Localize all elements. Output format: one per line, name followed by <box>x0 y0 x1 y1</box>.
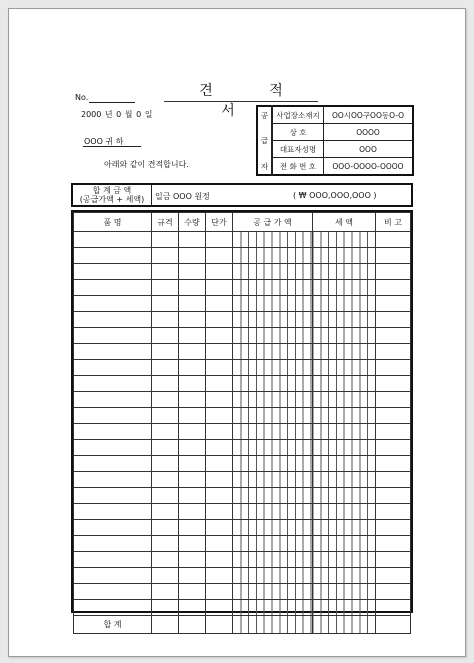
remarks-cell[interactable] <box>376 584 411 600</box>
item-name-cell[interactable] <box>74 360 152 376</box>
spec-cell[interactable] <box>152 584 179 600</box>
spec-cell[interactable] <box>152 472 179 488</box>
document-number-line <box>89 102 135 103</box>
tax-cell[interactable] <box>313 424 376 440</box>
table-row <box>74 264 411 280</box>
spec-cell[interactable] <box>152 408 179 424</box>
footer-cell <box>152 616 179 634</box>
quantity-cell[interactable] <box>179 296 206 312</box>
tax-cell[interactable] <box>313 504 376 520</box>
supply-amount-cell[interactable] <box>233 552 313 568</box>
recipient-underline <box>83 146 141 147</box>
tax-cell[interactable] <box>313 280 376 296</box>
item-name-cell[interactable] <box>74 456 152 472</box>
tax-cell[interactable] <box>313 536 376 552</box>
table-row <box>74 456 411 472</box>
document-number-label: No. <box>75 93 89 102</box>
unit-price-cell[interactable] <box>206 392 233 408</box>
remarks-cell[interactable] <box>376 568 411 584</box>
quantity-cell[interactable] <box>179 264 206 280</box>
remarks-cell[interactable] <box>376 232 411 248</box>
quantity-cell[interactable] <box>179 504 206 520</box>
item-name-cell[interactable] <box>74 424 152 440</box>
tax-cell[interactable] <box>313 472 376 488</box>
unit-price-cell[interactable] <box>206 280 233 296</box>
total-amount-label <box>73 185 152 206</box>
supplier-info-table <box>256 105 414 176</box>
header-item-name: 품 명 <box>74 213 152 232</box>
item-name-cell[interactable] <box>74 584 152 600</box>
unit-price-cell[interactable] <box>206 376 233 392</box>
remarks-cell[interactable] <box>376 456 411 472</box>
unit-price-cell[interactable] <box>206 488 233 504</box>
supply-amount-cell[interactable] <box>233 344 313 360</box>
total-amount-box <box>71 183 413 207</box>
spec-cell[interactable] <box>152 360 179 376</box>
supplier-label-ceo: 대표자성명 <box>272 141 324 158</box>
quantity-cell[interactable] <box>179 472 206 488</box>
remarks-cell[interactable] <box>376 600 411 616</box>
tax-cell[interactable] <box>313 232 376 248</box>
supplier-side-label <box>257 106 272 175</box>
unit-price-cell[interactable] <box>206 360 233 376</box>
quantity-cell[interactable] <box>179 360 206 376</box>
tax-cell[interactable] <box>313 248 376 264</box>
supply-amount-cell[interactable] <box>233 456 313 472</box>
supply-amount-cell[interactable] <box>233 360 313 376</box>
total-amount-words: 일금 OOO 원정 <box>155 192 210 201</box>
quantity-cell[interactable] <box>179 424 206 440</box>
quantity-cell[interactable] <box>179 488 206 504</box>
quantity-cell[interactable] <box>179 344 206 360</box>
remarks-cell[interactable] <box>376 472 411 488</box>
unit-price-cell[interactable] <box>206 296 233 312</box>
supply-amount-cell[interactable] <box>233 312 313 328</box>
item-name-cell[interactable] <box>74 440 152 456</box>
item-name-cell[interactable] <box>74 248 152 264</box>
tax-cell[interactable] <box>313 488 376 504</box>
table-row <box>74 280 411 296</box>
remarks-cell[interactable] <box>376 360 411 376</box>
remarks-cell[interactable] <box>376 392 411 408</box>
spec-cell[interactable] <box>152 248 179 264</box>
remarks-cell[interactable] <box>376 488 411 504</box>
remarks-cell[interactable] <box>376 536 411 552</box>
quantity-cell[interactable] <box>179 280 206 296</box>
spec-cell[interactable] <box>152 424 179 440</box>
unit-price-cell[interactable] <box>206 408 233 424</box>
footer-total-label: 합 계 <box>74 616 152 634</box>
document-title: 견 적 서 <box>164 81 318 102</box>
item-name-cell[interactable] <box>74 328 152 344</box>
tax-cell[interactable] <box>313 392 376 408</box>
supply-amount-cell[interactable] <box>233 328 313 344</box>
remarks-cell[interactable] <box>376 280 411 296</box>
item-name-cell[interactable] <box>74 312 152 328</box>
quantity-cell[interactable] <box>179 376 206 392</box>
table-row <box>74 504 411 520</box>
supply-amount-cell[interactable] <box>233 392 313 408</box>
header-remarks: 비 고 <box>376 213 411 232</box>
supplier-value-ceo: OOO <box>324 141 414 158</box>
table-row <box>74 360 411 376</box>
quantity-cell[interactable] <box>179 248 206 264</box>
supply-amount-cell[interactable] <box>233 504 313 520</box>
table-row <box>74 312 411 328</box>
item-name-cell[interactable] <box>74 344 152 360</box>
estimate-date: 2000 년 0 월 0 일 <box>81 110 153 119</box>
quantity-cell[interactable] <box>179 536 206 552</box>
tax-cell[interactable] <box>313 600 376 616</box>
spec-cell[interactable] <box>152 264 179 280</box>
supply-amount-cell[interactable] <box>233 248 313 264</box>
tax-cell[interactable] <box>313 344 376 360</box>
spec-cell[interactable] <box>152 328 179 344</box>
table-row <box>74 568 411 584</box>
tax-cell[interactable] <box>313 440 376 456</box>
table-row <box>74 488 411 504</box>
tax-cell[interactable] <box>313 552 376 568</box>
quantity-cell[interactable] <box>179 584 206 600</box>
quantity-cell[interactable] <box>179 600 206 616</box>
table-row <box>74 344 411 360</box>
spec-cell[interactable] <box>152 600 179 616</box>
tax-cell[interactable] <box>313 296 376 312</box>
remarks-cell[interactable] <box>376 248 411 264</box>
remarks-cell[interactable] <box>376 424 411 440</box>
table-row <box>74 296 411 312</box>
header-supply-amount: 공 급 가 액 <box>233 213 313 232</box>
unit-price-cell[interactable] <box>206 536 233 552</box>
table-row <box>74 248 411 264</box>
unit-price-cell[interactable] <box>206 328 233 344</box>
item-name-cell[interactable] <box>74 552 152 568</box>
spec-cell[interactable] <box>152 296 179 312</box>
supply-amount-cell[interactable] <box>233 376 313 392</box>
supplier-label-company: 상 호 <box>272 124 324 141</box>
total-label-line1: 합 계 금 액 <box>92 186 132 195</box>
quantity-cell[interactable] <box>179 520 206 536</box>
item-name-cell[interactable] <box>74 504 152 520</box>
intro-text: 아래와 같이 견적합니다. <box>104 160 189 169</box>
remarks-cell[interactable] <box>376 552 411 568</box>
unit-price-cell[interactable] <box>206 312 233 328</box>
recipient-name: OOO 귀 하 <box>84 137 124 146</box>
spec-cell[interactable] <box>152 392 179 408</box>
tax-cell[interactable] <box>313 520 376 536</box>
supplier-label-address: 사업장소재지 <box>272 106 324 124</box>
tax-cell[interactable] <box>313 264 376 280</box>
total-amount-number: ( ₩ OOO,OOO,OOO ) <box>293 191 377 200</box>
supply-amount-cell[interactable] <box>233 472 313 488</box>
tax-cell[interactable] <box>313 328 376 344</box>
tax-cell[interactable] <box>313 312 376 328</box>
footer-cell <box>179 616 206 634</box>
remarks-cell[interactable] <box>376 312 411 328</box>
tax-cell[interactable] <box>313 584 376 600</box>
table-row <box>74 392 411 408</box>
unit-price-cell[interactable] <box>206 248 233 264</box>
unit-price-cell[interactable] <box>206 472 233 488</box>
spec-cell[interactable] <box>152 488 179 504</box>
supply-amount-cell[interactable] <box>233 264 313 280</box>
spec-cell[interactable] <box>152 280 179 296</box>
unit-price-cell[interactable] <box>206 520 233 536</box>
tax-cell[interactable] <box>313 408 376 424</box>
remarks-cell[interactable] <box>376 376 411 392</box>
tax-cell[interactable] <box>313 456 376 472</box>
items-table <box>71 210 413 629</box>
supply-amount-cell[interactable] <box>233 296 313 312</box>
header-spec: 규격 <box>152 213 179 232</box>
supply-amount-cell[interactable] <box>233 232 313 248</box>
supplier-value-phone: OOO-OOOO-OOOO <box>324 158 414 176</box>
table-row <box>74 584 411 600</box>
remarks-cell[interactable] <box>376 408 411 424</box>
unit-price-cell[interactable] <box>206 264 233 280</box>
table-row <box>74 520 411 536</box>
item-name-cell[interactable] <box>74 568 152 584</box>
remarks-cell[interactable] <box>376 264 411 280</box>
unit-price-cell[interactable] <box>206 232 233 248</box>
spec-cell[interactable] <box>152 520 179 536</box>
header-tax: 세 액 <box>313 213 376 232</box>
supplier-value-address: OO시OO구OO동O-O <box>324 106 414 124</box>
table-row <box>74 536 411 552</box>
supply-amount-cell[interactable] <box>233 440 313 456</box>
header-quantity: 수량 <box>179 213 206 232</box>
supply-amount-cell[interactable] <box>233 600 313 616</box>
supply-amount-cell[interactable] <box>233 520 313 536</box>
item-name-cell[interactable] <box>74 536 152 552</box>
remarks-cell[interactable] <box>376 520 411 536</box>
spec-cell[interactable] <box>152 232 179 248</box>
spec-cell[interactable] <box>152 568 179 584</box>
supplier-label-phone: 전 화 번 호 <box>272 158 324 176</box>
supply-amount-cell[interactable] <box>233 568 313 584</box>
estimate-page <box>8 8 466 657</box>
table-row <box>74 408 411 424</box>
quantity-cell[interactable] <box>179 568 206 584</box>
table-row <box>74 552 411 568</box>
table-row <box>74 328 411 344</box>
quantity-cell[interactable] <box>179 552 206 568</box>
remarks-cell[interactable] <box>376 344 411 360</box>
quantity-cell[interactable] <box>179 392 206 408</box>
supplier-side-char: 공 <box>260 110 269 120</box>
item-name-cell[interactable] <box>74 376 152 392</box>
unit-price-cell[interactable] <box>206 440 233 456</box>
table-row <box>74 232 411 248</box>
supply-amount-cell[interactable] <box>233 536 313 552</box>
footer-cell <box>376 616 411 634</box>
footer-supply-amount-cell <box>233 616 313 634</box>
item-name-cell[interactable] <box>74 264 152 280</box>
supplier-side-char: 자 <box>260 161 269 171</box>
quantity-cell[interactable] <box>179 328 206 344</box>
table-row <box>74 376 411 392</box>
supply-amount-cell[interactable] <box>233 280 313 296</box>
item-name-cell[interactable] <box>74 296 152 312</box>
spec-cell[interactable] <box>152 312 179 328</box>
unit-price-cell[interactable] <box>206 584 233 600</box>
unit-price-cell[interactable] <box>206 600 233 616</box>
spec-cell[interactable] <box>152 552 179 568</box>
remarks-cell[interactable] <box>376 328 411 344</box>
footer-tax-cell <box>313 616 376 634</box>
unit-price-cell[interactable] <box>206 424 233 440</box>
remarks-cell[interactable] <box>376 504 411 520</box>
supplier-side-char: 급 <box>260 136 269 145</box>
spec-cell[interactable] <box>152 440 179 456</box>
table-row <box>74 472 411 488</box>
supply-amount-cell[interactable] <box>233 488 313 504</box>
supply-amount-cell[interactable] <box>233 584 313 600</box>
items-header-row <box>74 213 411 232</box>
supply-amount-cell[interactable] <box>233 424 313 440</box>
spec-cell[interactable] <box>152 456 179 472</box>
unit-price-cell[interactable] <box>206 344 233 360</box>
table-row <box>74 440 411 456</box>
tax-cell[interactable] <box>313 360 376 376</box>
unit-price-cell[interactable] <box>206 504 233 520</box>
item-name-cell[interactable] <box>74 408 152 424</box>
spec-cell[interactable] <box>152 344 179 360</box>
remarks-cell[interactable] <box>376 440 411 456</box>
quantity-cell[interactable] <box>179 440 206 456</box>
footer-cell <box>206 616 233 634</box>
remarks-cell[interactable] <box>376 296 411 312</box>
quantity-cell[interactable] <box>179 312 206 328</box>
item-name-cell[interactable] <box>74 600 152 616</box>
tax-cell[interactable] <box>313 376 376 392</box>
table-row <box>74 600 411 616</box>
spec-cell[interactable] <box>152 536 179 552</box>
item-name-cell[interactable] <box>74 488 152 504</box>
unit-price-cell[interactable] <box>206 456 233 472</box>
item-name-cell[interactable] <box>74 392 152 408</box>
spec-cell[interactable] <box>152 504 179 520</box>
quantity-cell[interactable] <box>179 408 206 424</box>
header-unit-price: 단가 <box>206 213 233 232</box>
item-name-cell[interactable] <box>74 472 152 488</box>
item-name-cell[interactable] <box>74 280 152 296</box>
supply-amount-cell[interactable] <box>233 408 313 424</box>
supplier-value-company: OOOO <box>324 124 414 141</box>
item-name-cell[interactable] <box>74 520 152 536</box>
spec-cell[interactable] <box>152 376 179 392</box>
items-total-row <box>74 616 411 634</box>
tax-cell[interactable] <box>313 568 376 584</box>
total-label-line2: (공급가액 + 세액) <box>79 195 145 204</box>
table-row <box>74 424 411 440</box>
item-name-cell[interactable] <box>74 232 152 248</box>
quantity-cell[interactable] <box>179 232 206 248</box>
quantity-cell[interactable] <box>179 456 206 472</box>
unit-price-cell[interactable] <box>206 552 233 568</box>
unit-price-cell[interactable] <box>206 568 233 584</box>
